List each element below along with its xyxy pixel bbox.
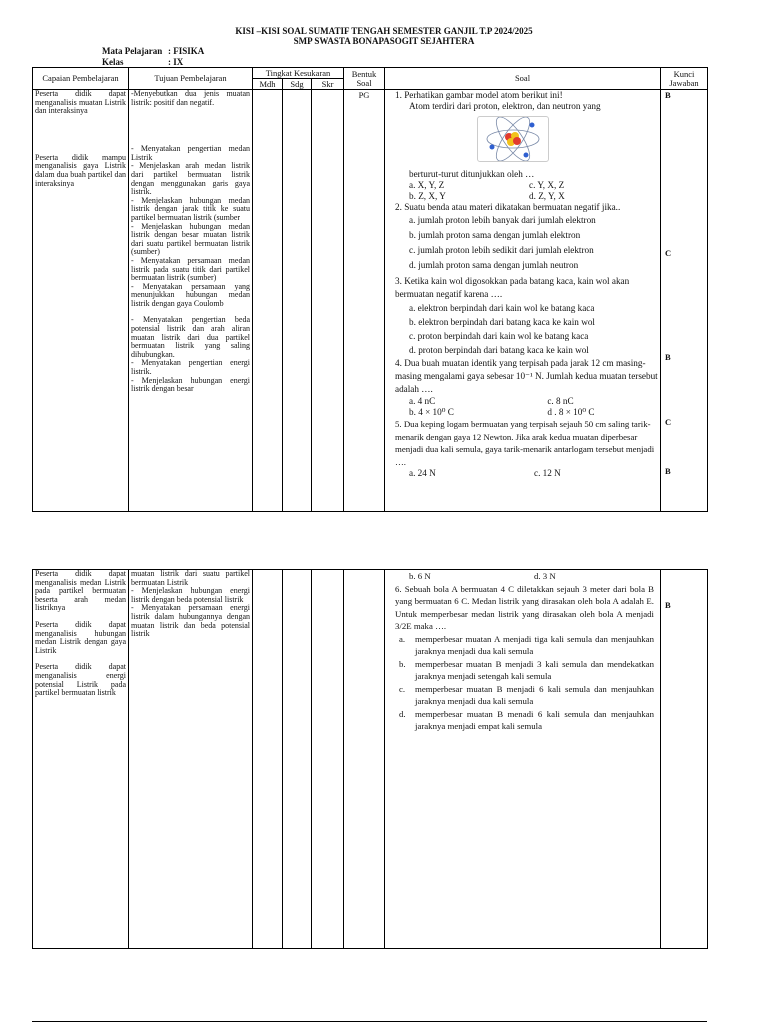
skr-cell: [312, 570, 344, 949]
kunci-cell: [661, 570, 708, 949]
bentuk-cell: [344, 570, 385, 949]
question-number: 2.: [395, 202, 402, 212]
option-b: b. 6 N: [409, 571, 431, 581]
option-row-d: d. memperbesar muatan B menadi 6 kali semula dan menjauhkan jaraknya menjadi empat kali semula: [395, 708, 658, 733]
option-c: c. jumlah proton lebih sedikit dari jumlah elektron: [409, 245, 594, 255]
col-bentuk: Bentuk Soal: [344, 68, 385, 90]
capaian-item: Peserta didik dapat menganalisis hubungan medan Listrik dengan gaya Listrik: [35, 619, 126, 655]
tujuan-item: - Menyatakan persamaan yang menunjukkan hubungan medan listrik dengan gaya Coulomb: [131, 281, 250, 308]
options-row: [395, 570, 658, 583]
question-number: 1.: [395, 90, 402, 100]
school-name: SMP SWASTA BONAPASOGIT SEJAHTERA: [293, 36, 475, 46]
question-5: [395, 418, 658, 468]
tujuan-item: muatan listrik dari suatu partikel bermuatan Listrik: [131, 569, 250, 587]
option-c: c. 12 N: [534, 468, 561, 478]
question-text: Ketika kain wol digosokkan pada batang kaca, kain wol akan bermuatan negatif karena ….: [395, 276, 630, 299]
subject-value: : FISIKA: [168, 46, 205, 56]
tujuan-item: -Menyebutkan dua jenis muatan listrik: positif dan negatif.: [131, 89, 250, 107]
sdg-cell: [283, 570, 312, 949]
options-row: [395, 191, 658, 202]
question-text: Atom terdiri dari proton, elektron, dan neutron yang: [409, 101, 601, 111]
question-number: 4.: [395, 358, 402, 368]
option-b: memperbesar muatan B menjadi 3 kali semula dan mendekatkan jaraknya menjadi setengah kali semula: [415, 658, 654, 681]
option-a: a. 24 N: [409, 468, 436, 478]
options-row: [395, 407, 658, 418]
question-number: 3.: [395, 276, 402, 286]
capaian-item: Peserta didik dapat menganalisis muatan Listrik dan interaksinya: [35, 89, 126, 116]
question-4: [395, 357, 658, 396]
grid-table-page-2: [32, 569, 708, 949]
subject-row: [102, 46, 204, 56]
col-skr: Skr: [312, 79, 344, 90]
option-a: a. jumlah proton lebih banyak dari jumlah elektron: [409, 215, 596, 225]
options-row: [395, 468, 658, 479]
option-b: b. elektron berpindah dari batang kaca ke kain wol: [409, 317, 595, 327]
question-text: Perhatikan gambar model atom berikut ini!: [404, 90, 563, 100]
tujuan-item: - Menyatakan pengertian medan Listrik: [131, 144, 250, 162]
col-tujuan: Tujuan Pembelajaran: [129, 68, 253, 90]
option-a: memperbesar muatan A menjadi tiga kali semula dan menjauhkan jaraknya menjadi dua kali semula: [415, 633, 654, 656]
option-c: memperbesar muatan B menjadi 6 kali semula dan menjauhkan jaraknya menjadi dua kali semula: [415, 683, 654, 706]
option-row-b: b. memperbesar muatan B menjadi 3 kali semula dan mendekatkan jaraknya menjadi setengah kali semula: [395, 658, 658, 683]
class-value: : IX: [168, 57, 184, 67]
tujuan-item: - Menyatakan pengertian energi listrik.: [131, 358, 250, 377]
class-row: [102, 57, 183, 67]
class-label: Kelas: [102, 57, 124, 67]
option-c: c. 8 nC: [547, 396, 574, 406]
capaian-cell: [33, 570, 129, 949]
tujuan-cell: [129, 570, 253, 949]
option-row-c: c. memperbesar muatan B menjadi 6 kali semula dan menjauhkan jaraknya menjadi dua kali semula: [395, 683, 658, 708]
subject-label: Mata Pelajaran: [102, 46, 163, 56]
question-6: [395, 583, 658, 633]
capaian-cell: [33, 90, 129, 512]
col-capaian: Capaian Pembelajaran: [33, 68, 129, 90]
question-3: [395, 275, 658, 301]
tujuan-item: - Menyatakan pengertian beda potensial listrik dan arah aliran muatan listrik dari dua partikel bermuatan listrik yang saling dihubungkan.: [131, 315, 250, 359]
col-mdh: Mdh: [253, 79, 283, 90]
option-b: b. Z, X, Y: [409, 191, 446, 201]
tujuan-item: - Menjelaskan hubungan energi listrik dengan besar: [131, 375, 250, 394]
tujuan-item: - Menyatakan persamaan energi listrik dalam hubungannya dengan muatan listrik dan beda potensial listrik: [131, 603, 250, 639]
capaian-item: Peserta didik mampu menganalisis gaya Listrik dalam dua buah partikel dan interaksinya: [35, 152, 126, 188]
option-d: d. Z, Y, X: [529, 191, 565, 201]
question-text: Dua keping logam bermuatan yang terpisah sejauh 50 cm saling tarik-menarik dengan gaya 12 Newton. Jika arak kedua muatan diperbesar menjadi dua kali semula, gaya tarik-menarik antarlogam tersebut menjadi ….: [395, 419, 655, 467]
question-number: 6.: [395, 583, 402, 594]
answer-key-4: C: [665, 417, 672, 427]
option-a: a. elektron berpindah dari kain wol ke batang kaca: [409, 303, 595, 313]
col-tingkat: Tingkat Kesukaran: [253, 68, 344, 79]
kunci-cell: [661, 90, 708, 512]
capaian-item: Peserta didik dapat menganalisis medan Listrik pada partikel bermuatan beserta arah medan listriknya: [35, 569, 126, 613]
col-soal: Soal: [385, 68, 661, 90]
option-c: c. Y, X, Z: [529, 180, 565, 190]
document-title: KISI –KISI SOAL SUMATIF TENGAH SEMESTER GANJIL T.P 2024/2025: [235, 26, 533, 36]
atom-model-image: [477, 116, 549, 162]
mdh-cell: [253, 570, 283, 949]
question-number: 5.: [395, 419, 402, 429]
option-b: b. jumlah proton sama dengan jumlah elektron: [409, 230, 581, 240]
capaian-item: Peserta didik dapat menganalisis energi potensial Listrik pada partikel bermuatan listrik: [35, 662, 126, 698]
mdh-cell: [253, 90, 283, 512]
soal-cell: [385, 570, 661, 949]
option-a: a. 4 nC: [409, 396, 436, 406]
col-sdg: Sdg: [283, 79, 312, 90]
options-row: [395, 180, 658, 191]
tujuan-item: - Menjelaskan hubungan medan listrik dengan jarak titik ke suatu partikel bermuatan listrik (sumber: [131, 195, 250, 222]
tujuan-item: - Menjelaskan arah medan listrik dari partikel bermuatan listrik dengan menggunakan garis gaya listrik.: [131, 161, 250, 197]
question-text: Dua buah muatan identik yang terpisah pada jarak 12 cm masing-masing mengalami gaya sebesar 10⁻¹ N. Jumlah kedua muatan tersebut adalah ….: [395, 358, 658, 394]
skr-cell: [312, 90, 344, 512]
question-text: berturut-turut ditunjukkan oleh …: [409, 169, 535, 179]
option-row-a: a. memperbesar muatan A menjadi tiga kali semula dan menjauhkan jaraknya menjadi dua kali semula: [395, 633, 658, 658]
answer-key-5: B: [665, 466, 671, 476]
col-kunci: Kunci Jawaban: [661, 68, 708, 90]
answer-key-2: C: [665, 248, 672, 258]
answer-key-1: B: [665, 90, 671, 100]
grid-table-page-1: [32, 67, 708, 512]
bentuk-cell: PG: [344, 90, 385, 512]
option-d: memperbesar muatan B menadi 6 kali semula dan menjauhkan jaraknya menjadi empat kali semula: [415, 708, 654, 731]
question-text: Sebuah bola A bermuatan 4 C diletakkan sejauh 3 meter dari bola B yang bermuatan 6 C. Medan listrik yang dirasakan oleh bola A adalah E. Untuk memperbesar medan listrik yang dirasakan oleh bola A menjadi 3/2E maka ….: [395, 583, 654, 631]
tujuan-item: - Menjelaskan hubungan medan listrik dengan besar muatan listrik dari suatu partikel bermuatan listrik (sumber): [131, 221, 250, 257]
question-text: Suatu benda atau materi dikatakan bermuatan negatif jika..: [404, 202, 621, 212]
page-bottom-rule: [32, 1021, 707, 1022]
option-c: c. proton berpindah dari kain wol ke batang kaca: [409, 331, 589, 341]
sdg-cell: [283, 90, 312, 512]
option-b: b. 4 × 10⁰ C: [409, 407, 454, 417]
answer-key-6: B: [665, 600, 671, 610]
soal-cell: [385, 90, 661, 512]
answer-key-3: B: [665, 352, 671, 362]
option-d: d. 3 N: [534, 571, 556, 581]
tujuan-item: - Menjelaskan hubungan energi listrik dengan beda potensial listrik: [131, 586, 250, 604]
option-a: a. X, Y, Z: [409, 180, 445, 190]
option-d: d . 8 × 10⁰ C: [547, 407, 595, 417]
tujuan-item: - Menyatakan persamaan medan listrik pada suatu titik dari partikel bermuatan listrik (sumber): [131, 255, 250, 283]
tujuan-cell: [129, 90, 253, 512]
option-d: d. jumlah proton sama dengan jumlah neutron: [409, 260, 579, 270]
question-1: [395, 90, 658, 101]
option-d: d. proton berpindah dari batang kaca ke kain wol: [409, 345, 589, 355]
options-row: [395, 396, 658, 407]
question-2: [395, 202, 658, 213]
